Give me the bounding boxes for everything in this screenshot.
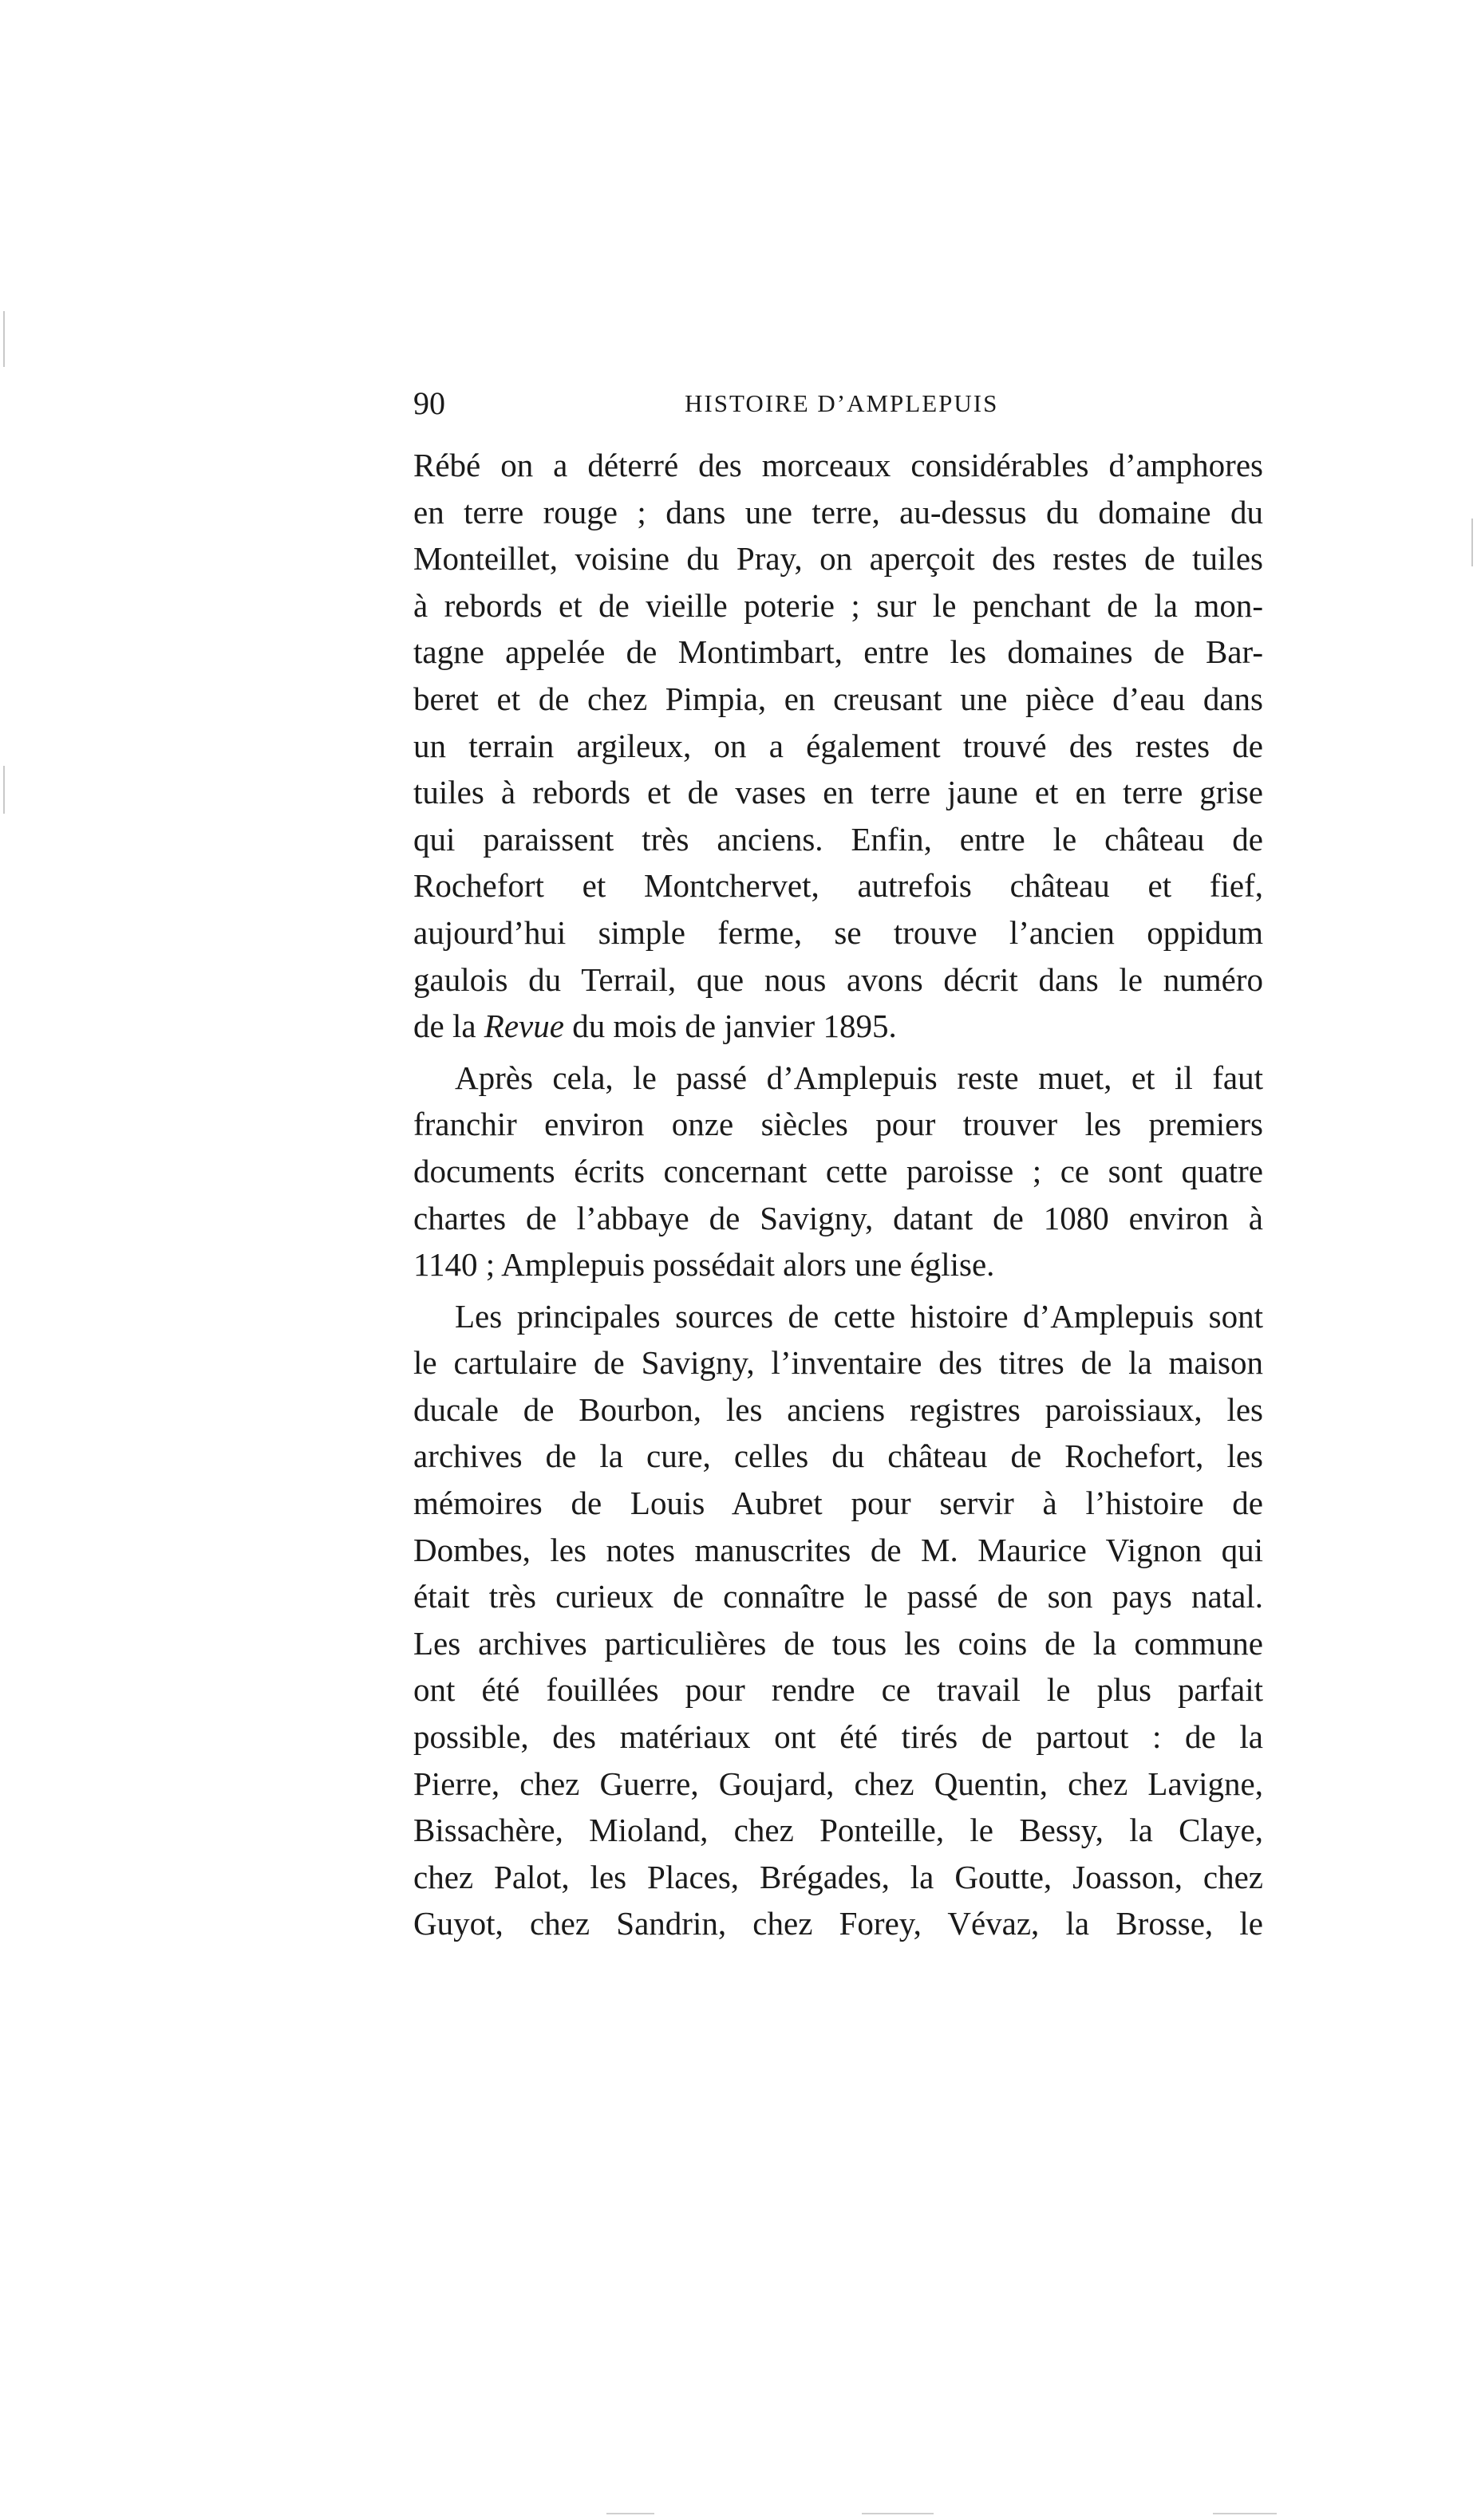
text-line: en terre rouge ; dans une terre, au-dessus du domaine du	[413, 493, 1263, 530]
text-line: Bissachère, Mioland, chez Ponteille, le Bessy, la Claye,	[413, 1812, 1263, 1849]
paragraph-3	[413, 1293, 1263, 1947]
running-header	[413, 381, 1263, 426]
text-line: Les archives particulières de tous les coins de la commune	[413, 1624, 1263, 1662]
text-line: Rochefort et Montchervet, autrefois château et fief,	[413, 867, 1263, 905]
scan-margin-mark-right	[1471, 519, 1473, 566]
text-line-last	[413, 1003, 1263, 1050]
text-line: gaulois du Terrail, que nous avons décrit dans le numéro	[413, 960, 1263, 998]
text-line-last: 1140 ; Amplepuis possédait alors une église.	[413, 1246, 995, 1284]
text-line: tuiles à rebords et de vases en terre jaune et en terre grise	[413, 774, 1263, 811]
text-line: tagne appelée de Montimbart, entre les domaines de Bar-	[413, 633, 1263, 671]
text-line: Monteillet, voisine du Pray, on aperçoit des restes de tuiles	[413, 540, 1263, 578]
text-fragment: du mois de janvier 1895.	[563, 1008, 897, 1045]
text-line: possible, des matériaux ont été tirés de partout : de la	[413, 1718, 1263, 1756]
text-line: archives de la cure, celles du château de Rochefort, les	[413, 1437, 1263, 1475]
scan-margin-mark-left-2	[3, 766, 5, 814]
text-line: un terrain argileux, on a également trouvé des restes de	[413, 727, 1263, 764]
scan-rule-mark-bottom-3	[1213, 2513, 1277, 2514]
text-line: qui paraissent très anciens. Enfin, entre le château de	[413, 820, 1263, 858]
text-line: franchir environ onze siècles pour trouver les premiers	[413, 1106, 1263, 1143]
running-title: HISTOIRE D’AMPLEPUIS	[685, 389, 999, 417]
paragraph-2	[413, 1055, 1263, 1288]
text-line: chez Palot, les Places, Brégades, la Goutte, Joasson, chez	[413, 1858, 1263, 1895]
text-line: chartes de l’abbaye de Savigny, datant de 1080 environ à	[413, 1199, 1263, 1236]
text-line: Pierre, chez Guerre, Goujard, chez Quentin, chez Lavigne,	[413, 1765, 1263, 1802]
text-line: beret et de chez Pimpia, en creusant une pièce d’eau dans	[413, 680, 1263, 717]
text-line: à rebords et de vieille poterie ; sur le penchant de la mon-	[413, 586, 1263, 624]
italic-journal-title: Revue	[484, 1008, 564, 1045]
scan-rule-mark-bottom-2	[862, 2513, 934, 2514]
paragraph-1	[413, 442, 1263, 1050]
page-number: 90	[413, 385, 445, 421]
text-line: ont été fouillées pour rendre ce travail le plus parfait	[413, 1671, 1263, 1709]
text-line: documents écrits concernant cette paroisse ; ce sont quatre	[413, 1152, 1263, 1189]
text-line: Après cela, le passé d’Amplepuis reste muet, et il faut	[455, 1059, 1263, 1096]
text-line: mémoires de Louis Aubret pour servir à l’histoire de	[413, 1485, 1263, 1522]
text-fragment: de la	[413, 1008, 484, 1045]
scan-margin-mark-left	[3, 311, 5, 367]
text-line: Guyot, chez Sandrin, chez Forey, Vévaz, la Brosse, le	[413, 1905, 1263, 1942]
text-line: le cartulaire de Savigny, l’inventaire des titres de la maison	[413, 1344, 1263, 1382]
text-line: ducale de Bourbon, les anciens registres paroissiaux, les	[413, 1390, 1263, 1428]
text-line: aujourd’hui simple ferme, se trouve l’ancien oppidum	[413, 913, 1263, 951]
text-line: Rébé on a déterré des morceaux considérables d’amphores	[413, 447, 1263, 483]
text-line: Les principales sources de cette histoire d’Amplepuis sont	[455, 1297, 1263, 1335]
text-line: Dombes, les notes manuscrites de M. Maurice Vignon qui	[413, 1531, 1263, 1568]
text-line: était très curieux de connaître le passé de son pays natal.	[413, 1578, 1263, 1615]
scan-rule-mark-bottom-1	[606, 2513, 654, 2514]
body-text	[413, 442, 1263, 1947]
